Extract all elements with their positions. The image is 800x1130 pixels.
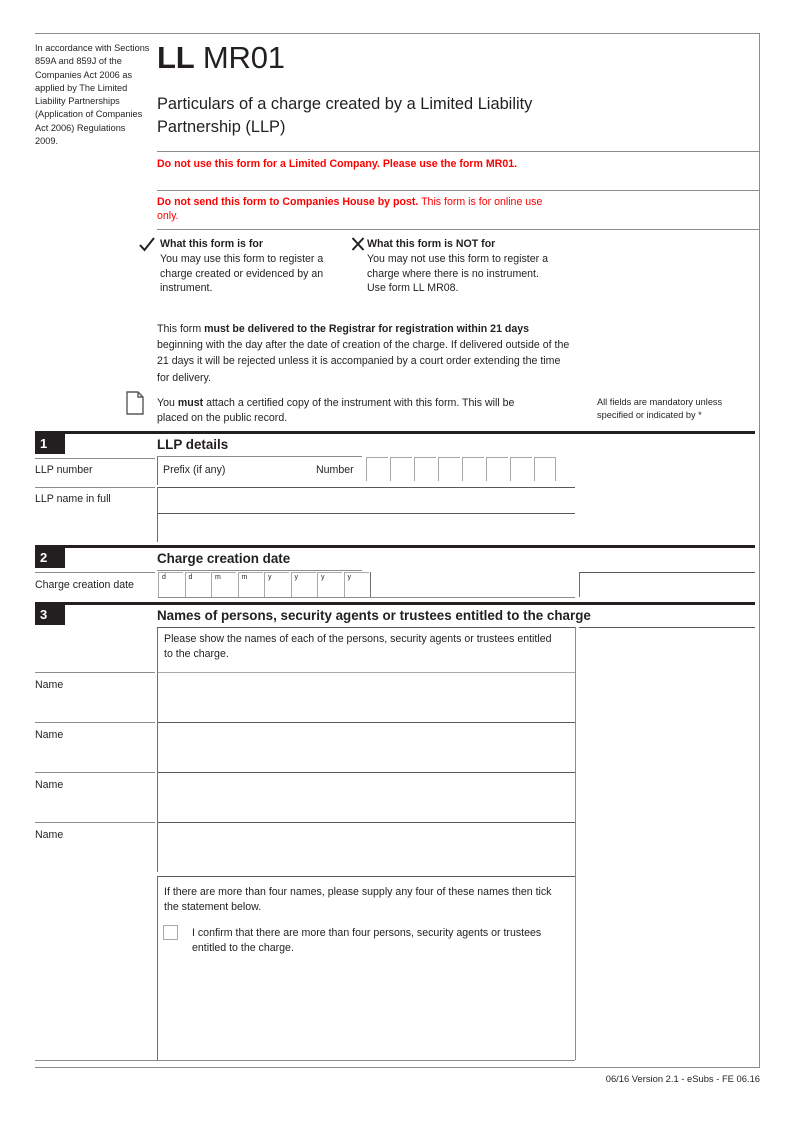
what-form-is-for-heading: What this form is for: [160, 238, 263, 250]
warning-post-bold: Do not send this form to Companies House by post.: [157, 196, 419, 208]
form-code-suffix: MR01: [194, 40, 285, 75]
what-form-is-for-body: You may use this form to register a charge created or evidenced by an instrument.: [160, 253, 324, 295]
name-label: Name: [35, 779, 64, 791]
charge-date-cell-y-4[interactable]: y: [264, 572, 289, 597]
charge-date-cell-y-7[interactable]: y: [344, 572, 369, 597]
llp-name-label: LLP name in full: [35, 493, 111, 505]
attachment-note: [157, 396, 537, 425]
name-label-rule: [35, 672, 155, 673]
delivery-note-emphasis: must be delivered to the Registrar for registration within 21 days: [204, 323, 530, 335]
accordance-note: In accordance with Sections 859A and 859J of the Companies Act 2006 as applied by The Limited Liability Partnerships (Application of Companies Act 2006) Regulations 2009.: [35, 43, 150, 147]
section-3-intro-top-rule: [157, 627, 575, 628]
name-label-rule: [35, 722, 155, 723]
llp-number-cell[interactable]: [510, 457, 532, 481]
form-subtitle: Particulars of a charge created by a Limited Liability Partnership (LLP): [157, 95, 533, 136]
section-3-side-column-rule: [575, 627, 576, 1060]
tick-icon: [139, 237, 155, 253]
attachment-note-emphasis: must: [177, 397, 204, 409]
section-3-side-box-top-rule: [579, 627, 755, 628]
prefix-label: Prefix (if any): [163, 464, 226, 476]
delivery-deadline-note: [157, 321, 572, 386]
name-input[interactable]: [158, 723, 574, 772]
form-code-title: [157, 40, 285, 76]
warning-do-not-post: [157, 195, 547, 223]
attachment-note-rest: attach a certified copy of the instrument with this form. This will be placed on the public record.: [157, 397, 515, 424]
charge-date-label-rule: [35, 572, 155, 573]
delivery-note-rest: beginning with the day after the date of creation of the charge. If delivered outside of the 21 days it will be rejected unless it is accompanied by a court order extending the time for delivery.: [157, 339, 570, 384]
llp-name-field-2-top-rule: [157, 513, 575, 514]
what-form-is-not-for-heading: What this form is NOT for: [367, 238, 496, 250]
section-3-title: Names of persons, security agents or trustees entitled to the charge: [157, 608, 591, 623]
page-frame-top-border: [35, 33, 760, 34]
name-label-rule: [35, 772, 155, 773]
overflow-block-left-rule: [157, 876, 158, 1060]
mandatory-fields-note: All fields are mandatory unless specified or indicated by *: [597, 397, 723, 420]
section-2-title-underline: [157, 570, 362, 571]
llp-number-cell[interactable]: [390, 457, 412, 481]
llp-number-cell[interactable]: [366, 457, 388, 481]
name-input[interactable]: [158, 823, 574, 872]
charge-date-cell-y-6[interactable]: y: [317, 572, 342, 597]
llp-number-cell[interactable]: [414, 457, 436, 481]
number-label: Number: [316, 464, 354, 476]
section-3-number: 3: [35, 605, 65, 625]
section-3-divider: [35, 602, 755, 605]
section-3-intro-left-rule: [157, 627, 158, 672]
name-label-rule: [35, 822, 155, 823]
delivery-note-lead: This form: [157, 323, 205, 335]
divider-above-for-blocks: [157, 229, 760, 230]
section-2-side-box-top-rule: [579, 572, 755, 573]
section-1-divider: [35, 431, 755, 434]
llp-number-cell[interactable]: [534, 457, 556, 481]
llp-name-field-2-left-rule: [157, 513, 158, 542]
section-1-title: LLP details: [157, 437, 229, 452]
divider-above-warning-2: [157, 190, 760, 191]
charge-date-cells-right-rule: [370, 572, 371, 597]
name-label: Name: [35, 679, 64, 691]
llp-number-cell[interactable]: [486, 457, 508, 481]
section-2-divider: [35, 545, 755, 548]
llp-number-field-left-rule: [157, 457, 158, 485]
llp-name-label-rule: [35, 487, 155, 488]
page-frame-right-border: [759, 33, 760, 1068]
llp-number-label-rule: [35, 458, 155, 459]
warning-limited-company: Do not use this form for a Limited Company. Please use the form MR01.: [157, 158, 518, 170]
llp-number-label: LLP number: [35, 464, 93, 476]
name-label: Name: [35, 829, 64, 841]
llp-name-field-1-top-rule: [157, 487, 575, 488]
llp-number-cell[interactable]: [462, 457, 484, 481]
charge-date-cell-d-0[interactable]: d: [158, 572, 183, 597]
section-3-intro-text: Please show the names of each of the persons, security agents or trustees entitled to the charge.: [164, 633, 552, 660]
charge-date-cell-m-3[interactable]: m: [238, 572, 263, 597]
name-label: Name: [35, 729, 64, 741]
confirm-more-than-four-checkbox[interactable]: [163, 925, 178, 940]
confirm-more-than-four-label: I confirm that there are more than four persons, security agents or trustees entitled to the charge.: [192, 927, 542, 954]
overflow-note-text: If there are more than four names, please supply any four of these names then tick the statement below.: [164, 886, 552, 913]
divider-above-warning-1: [157, 151, 760, 152]
attachment-note-lead: You: [157, 397, 178, 409]
form-version-footer: 06/16 Version 2.1 - eSubs - FE 06.16: [605, 1073, 760, 1084]
charge-date-cell-m-2[interactable]: m: [211, 572, 236, 597]
charge-date-cell-d-1[interactable]: d: [185, 572, 210, 597]
charge-creation-date-label: Charge creation date: [35, 579, 134, 591]
cross-icon: [351, 237, 365, 251]
overflow-block-top-rule: [157, 876, 575, 877]
llp-number-cell[interactable]: [438, 457, 460, 481]
charge-date-row-bottom-rule: [158, 597, 575, 598]
llp-name-field-1-left-rule: [157, 487, 158, 513]
section-1-title-underline: [157, 456, 362, 457]
warning-post-regular: This form is for online use only.: [157, 196, 543, 223]
form-code-prefix: LL: [157, 40, 195, 75]
page-frame-bottom-border: [35, 1067, 760, 1068]
name-input[interactable]: [158, 773, 574, 822]
section-1-number: 1: [35, 434, 65, 454]
name-input[interactable]: [158, 673, 574, 722]
section-2-number: 2: [35, 548, 65, 568]
section-2-side-box-left-rule: [579, 572, 580, 597]
document-icon: [126, 391, 144, 415]
charge-date-cell-y-5[interactable]: y: [291, 572, 316, 597]
what-form-is-not-for-body: You may not use this form to register a charge where there is no instrument. Use form LL MR08.: [367, 253, 548, 295]
section-3-bottom-rule: [35, 1060, 575, 1061]
section-2-title: Charge creation date: [157, 551, 291, 566]
